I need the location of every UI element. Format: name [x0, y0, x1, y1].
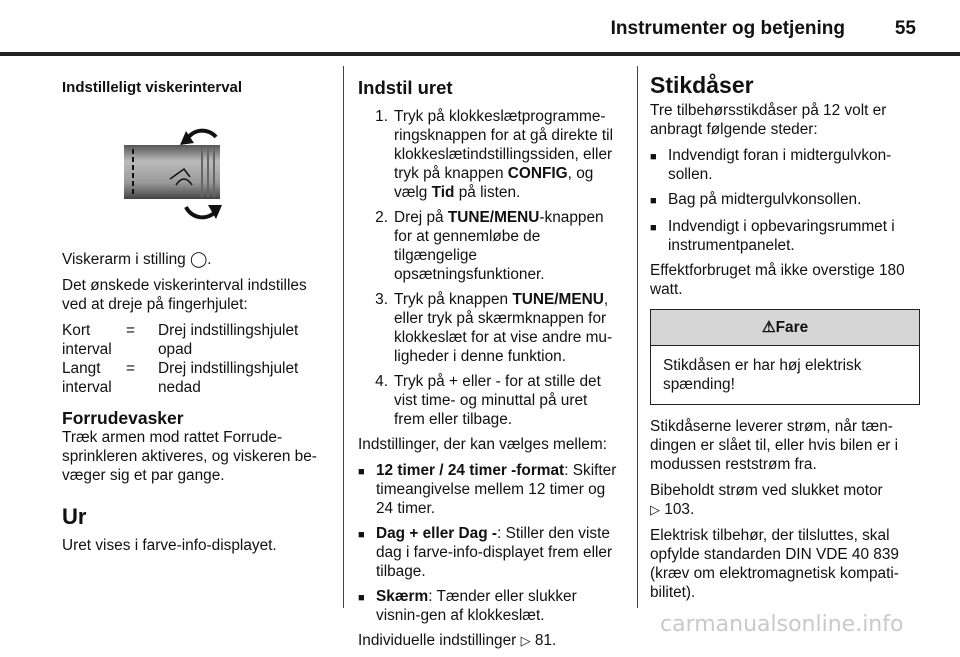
page-number: 55 [894, 18, 916, 39]
list-item [358, 372, 622, 429]
bullet-bold: Skærm [376, 588, 429, 605]
list-item [358, 461, 622, 518]
step-text: Drej på [394, 209, 448, 226]
intermittent-wiper-icon: ◯ [190, 251, 208, 268]
list-item [358, 524, 622, 581]
step-number: 3. [375, 291, 388, 308]
clock-paragraph: Uret vises i farve-info-displayet. [62, 537, 277, 554]
table-desc: Drej indstillingshjulet nedad [158, 360, 299, 396]
list-item [358, 587, 622, 625]
table-eq: = [126, 360, 135, 377]
outlets-power-paragraph: Stikdåserne leverer strøm, når tæn-dingen er slået til, eller hvis bilen er i modussen reststrøm fra. [650, 418, 899, 473]
section-heading-set-clock: Indstil uret [358, 77, 453, 98]
page-reference[interactable]: 103. [664, 501, 695, 518]
column-1 [62, 66, 328, 562]
bullet-icon: ■ [650, 151, 657, 163]
page-reference-icon: ▷ [650, 502, 660, 517]
danger-title: Fare [775, 319, 809, 336]
wiper-stalk-illustration [124, 119, 232, 227]
step-bold: TUNE/MENU [512, 291, 604, 308]
step-text: Tryk på knappen [394, 291, 513, 308]
watermark: carmanualsonline.info [660, 612, 904, 637]
step-bold: Tid [431, 184, 455, 201]
step-text: -knappen for at gennemløbe de tilgængelige opsætningsfunktioner. [394, 209, 604, 283]
bullet-text: : Stiller den viste dag i farve-info-displayet frem eller tilbage. [376, 525, 613, 580]
step-text: , eller tryk på skærmknappen for klokkeslæt for at vise andre mu-ligheder i denne funktion. [394, 291, 613, 365]
list-item [650, 217, 920, 255]
danger-body: Stikdåsen er har høj elektrisk spænding! [663, 357, 862, 393]
page-title: Instrumenter og betjening [610, 18, 845, 39]
section-heading-washer: Forrudevasker [62, 408, 184, 428]
page-reference-icon: ▷ [520, 633, 531, 648]
list-item [358, 290, 622, 366]
step-bold: TUNE/MENU [447, 209, 540, 226]
step-number: 2. [375, 209, 388, 226]
step-text: Tryk på + eller - for at stille det vist time- og minuttal på uret frem eller tilbage. [394, 373, 601, 428]
bullet-icon: ■ [358, 592, 365, 604]
list-item [650, 190, 920, 211]
bullet-icon: ■ [650, 222, 657, 234]
wiper-paragraph: Det ønskede viskerinterval indstilles ved at dreje på fingerhjulet: [62, 277, 307, 313]
step-bold: CONFIG [507, 165, 568, 182]
page-reference[interactable]: 81. [534, 632, 557, 649]
column-2 [358, 66, 622, 657]
bullet-text: Bag på midtergulvkonsollen. [668, 191, 862, 208]
interval-table [62, 321, 328, 397]
section-heading-clock: Ur [62, 504, 87, 529]
step-number: 4. [375, 373, 388, 390]
header-rule [0, 52, 960, 56]
bullet-icon: ■ [358, 529, 365, 541]
step-text: , og vælg [394, 165, 594, 201]
outlets-paragraph: Tre tilbehørsstikdåser på 12 volt er anbragt følgende steder: [650, 102, 887, 138]
bullet-text: : Tænder eller slukker visnin-gen af klokkeslæt. [376, 588, 577, 624]
wiper-caption [62, 250, 328, 269]
danger-box [650, 309, 920, 405]
wiper-caption-text: Viskerarm i stilling [62, 251, 186, 268]
list-item [358, 208, 622, 284]
bullet-text: : Skifter timeangivelse mellem 12 timer og 24 timer. [376, 462, 617, 517]
washer-paragraph: Træk armen mod rattet Forrude-sprinkleren aktiveres, og viskeren be-væger sig et par gange. [62, 429, 317, 484]
retained-power-text: Bibeholdt strøm ved slukket motor [650, 482, 883, 499]
retained-power-paragraph [650, 481, 920, 519]
bullet-text: Indvendigt foran i midtergulvkon-sollen. [668, 147, 892, 183]
bullet-text: Indvendigt i opbevaringsrummet i instrumentpanelet. [668, 218, 895, 254]
table-eq: = [126, 322, 135, 339]
wiper-caption-end: . [207, 251, 212, 268]
list-item [358, 107, 622, 202]
column-divider [637, 66, 638, 608]
section-heading-wiper-interval: Indstilleligt viskerinterval [62, 79, 243, 96]
column-divider [343, 66, 344, 608]
table-term: Langt interval [62, 360, 112, 396]
column-3 [650, 66, 920, 609]
bullet-bold: Dag + eller Dag - [376, 525, 498, 542]
settings-intro: Indstillinger, der kan vælges mellem: [358, 436, 607, 453]
table-term: Kort interval [62, 322, 112, 358]
step-text: Tryk på klokkeslætprogramme-ringsknappen for at gå direkte til klokkeslætindstillingssiden, eller tryk på knappen [394, 108, 614, 182]
accessory-paragraph: Elektrisk tilbehør, der tilsluttes, skal opfylde standarden DIN VDE 40 839 (kræv om elektromagnetisk kompati-bilitet). [650, 527, 899, 601]
step-text: på listen. [454, 184, 521, 201]
list-item [650, 146, 920, 184]
warning-triangle-icon: ⚠ [761, 319, 776, 336]
page-header [0, 0, 960, 52]
step-number: 1. [375, 108, 388, 125]
bullet-bold: 12 timer / 24 timer -format [376, 462, 565, 479]
individual-settings-text: Individuelle indstillinger [358, 632, 517, 649]
power-limit-paragraph: Effektforbruget må ikke overstige 180 watt. [650, 262, 905, 298]
table-desc: Drej indstillingshjulet opad [158, 322, 299, 358]
section-heading-power-outlets: Stikdåser [650, 72, 754, 98]
bullet-icon: ■ [358, 466, 365, 478]
individual-settings [358, 631, 622, 650]
danger-header [651, 310, 919, 346]
bullet-icon: ■ [650, 195, 657, 207]
